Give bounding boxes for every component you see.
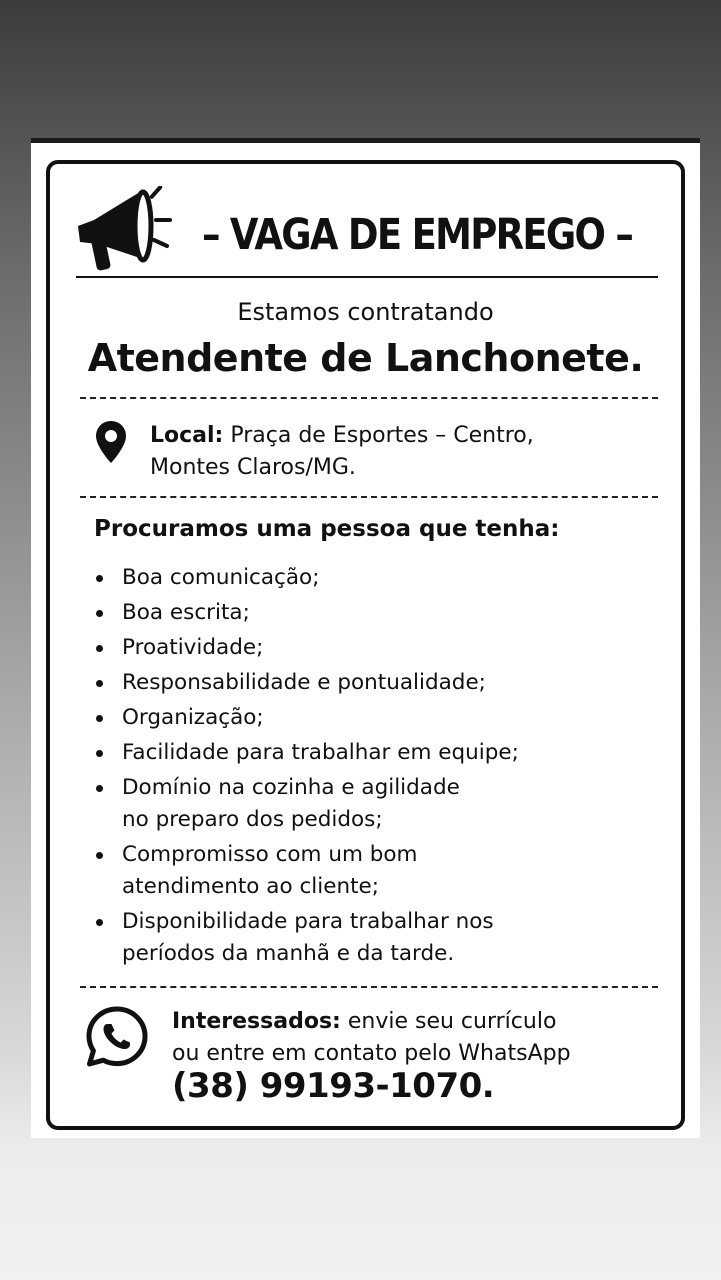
- contact-line2: ou entre em contato pelo WhatsApp: [172, 1041, 571, 1066]
- bullet-icon: [96, 919, 103, 926]
- bullet-icon: [96, 575, 103, 582]
- dashed-divider: [80, 397, 658, 399]
- requirement-text: Compromisso com um bom: [122, 842, 418, 867]
- list-item: [94, 702, 654, 734]
- list-item: [94, 597, 654, 629]
- location-line1: Praça de Esportes – Centro,: [230, 423, 534, 448]
- requirement-text: Facilidade para trabalhar em equipe;: [122, 740, 519, 765]
- contact-line1: envie seu currículo: [347, 1009, 557, 1034]
- requirement-text: Boa escrita;: [122, 600, 250, 625]
- poster-header: [74, 186, 659, 276]
- dashed-divider: [80, 496, 658, 498]
- hiring-subtitle: Estamos contratando: [237, 298, 494, 326]
- requirement-text-cont: atendimento ao cliente;: [122, 874, 379, 899]
- phone-number: (38) 99193-1070.: [172, 1066, 495, 1106]
- poster-title: – VAGA DE EMPREGO –: [202, 210, 633, 260]
- list-item: [94, 906, 654, 970]
- requirements-list: [94, 562, 654, 973]
- requirement-text: Disponibilidade para trabalhar nos: [122, 909, 494, 934]
- contact-text: [172, 1006, 652, 1070]
- requirement-text-cont: no preparo dos pedidos;: [122, 807, 383, 832]
- bullet-icon: [96, 610, 103, 617]
- bullet-icon: [96, 852, 103, 859]
- location-line2: Montes Claros/MG.: [150, 455, 356, 480]
- contact-label: Interessados:: [172, 1009, 341, 1034]
- list-item: [94, 562, 654, 594]
- bullet-icon: [96, 645, 103, 652]
- location-text: [150, 420, 630, 484]
- list-item: [94, 667, 654, 699]
- megaphone-icon: [74, 186, 174, 276]
- list-item: [94, 632, 654, 664]
- requirement-text: Boa comunicação;: [122, 565, 320, 590]
- requirement-text: Organização;: [122, 705, 264, 730]
- requirement-text-cont: períodos da manhã e da tarde.: [122, 941, 455, 966]
- requirements-title: Procuramos uma pessoa que tenha:: [94, 516, 560, 542]
- requirement-text: Proatividade;: [122, 635, 264, 660]
- whatsapp-icon: [84, 1004, 150, 1070]
- location-label: Local:: [150, 423, 224, 448]
- bullet-icon: [96, 750, 103, 757]
- header-divider: [76, 276, 658, 278]
- bullet-icon: [96, 680, 103, 687]
- list-item: [94, 737, 654, 769]
- location-pin-icon: [94, 419, 128, 465]
- dashed-divider: [80, 986, 658, 988]
- requirement-text: Domínio na cozinha e agilidade: [122, 775, 460, 800]
- requirement-text: Responsabilidade e pontualidade;: [122, 670, 486, 695]
- job-position-title: Atendente de Lanchonete.: [87, 336, 644, 380]
- job-poster-card: [46, 160, 685, 1130]
- bullet-icon: [96, 785, 103, 792]
- list-item: [94, 839, 654, 903]
- bullet-icon: [96, 715, 103, 722]
- list-item: [94, 772, 654, 836]
